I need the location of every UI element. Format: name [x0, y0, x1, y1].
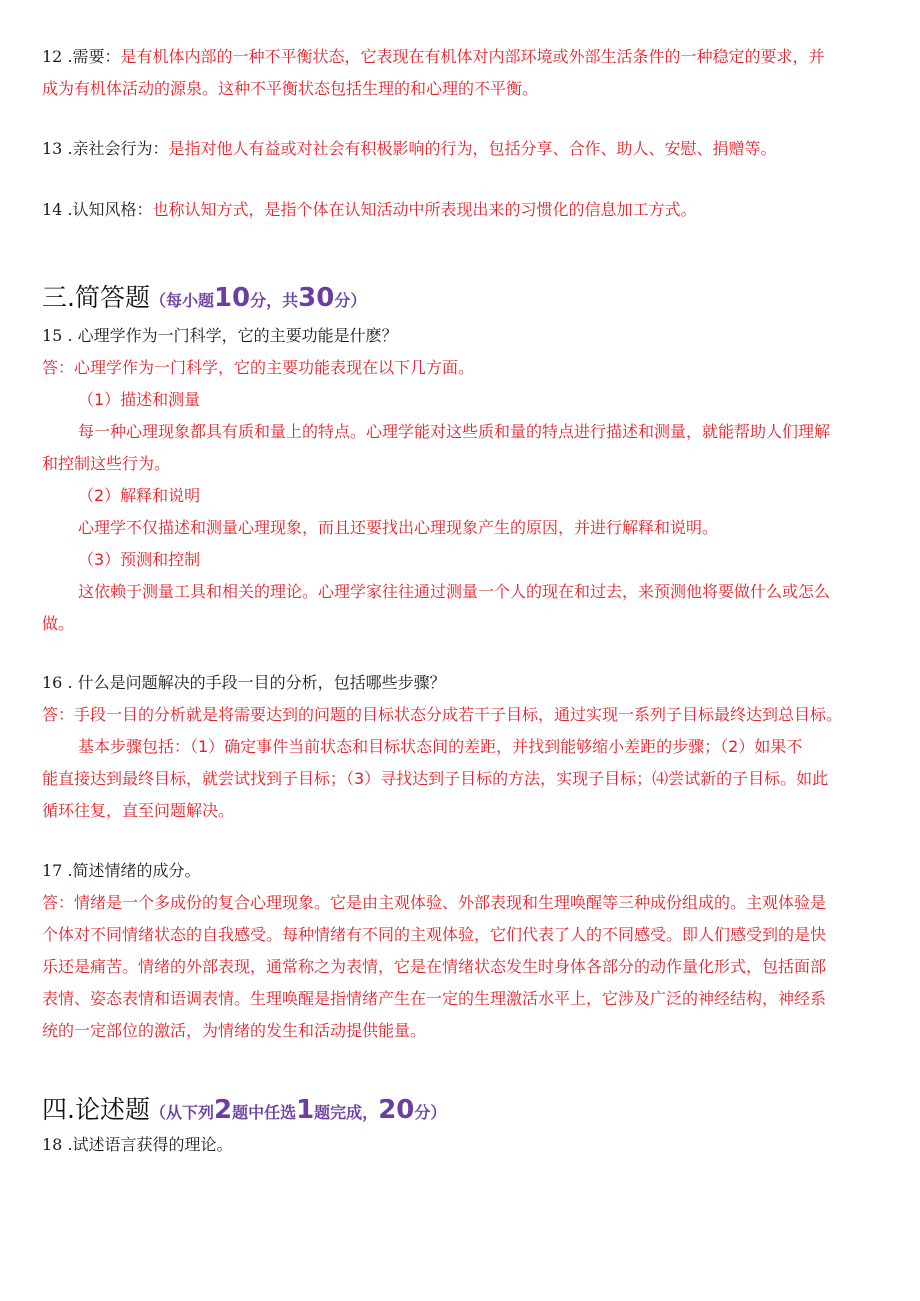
item-number: 17 — [42, 861, 63, 880]
item-number: 12 — [42, 47, 63, 66]
section-scoring-note: （从下列2题中任选1题完成，20分） — [149, 1095, 447, 1125]
definition-14 — [42, 194, 882, 226]
answer-text: 统的一定部位的激活，为情绪的发生和活动提供能量。 — [42, 1021, 427, 1040]
definition-text: 也称认知方式，是指个体在认知活动中所表现出来的习惯化的信息加工方式。 — [152, 200, 697, 219]
answer-paragraph: 这依赖于测量工具和相关的理论。心理学家往往通过测量一个人的现在和过去，来预测他将要做什么或怎么 — [78, 582, 831, 601]
answer-text: 表情、姿态表情和语调表情。生理唤醒是指情绪产生在一定的生理激活水平上，它涉及广泛的神经结构，神经系 — [42, 989, 827, 1008]
answer-text: 乐还是痛苦。情绪的外部表现，通常称之为表情，它是在情绪状态发生时身体各部分的动作量化形式，包括面部 — [42, 957, 827, 976]
item-number: 15 — [42, 326, 63, 345]
answer-paragraph: 能直接达到最终目标，就尝试找到子目标；（3）寻找达到子目标的方法，实现子目标；⑷尝试新的子目标。如此 — [42, 769, 829, 788]
item-number: 13 — [42, 139, 63, 158]
answer-paragraph: 心理学不仅描述和测量心理现象，而且还要找出心理现象产生的原因，并进行解释和说明。 — [78, 518, 719, 537]
answer-subheading: （3）预测和控制 — [78, 550, 201, 569]
item-number: 16 — [42, 673, 63, 692]
definition-text: 是指对他人有益或对社会有积极影响的行为，包括分享、合作、助人、安慰、捐赠等。 — [168, 139, 777, 158]
answer-subheading: （2）解释和说明 — [78, 486, 201, 505]
question-text: .试述语言获得的理论。 — [62, 1135, 233, 1154]
section-scoring-note: （每小题10分，共30分） — [149, 283, 367, 313]
answer-paragraph: 和控制这些行为。 — [42, 454, 171, 473]
item-number: 18 — [42, 1135, 63, 1154]
question-text: . 什么是问题解决的手段一目的分析，包括哪些步骤？ — [62, 673, 446, 692]
answer-text: 个体对不同情绪状态的自我感受。每种情绪有不同的主观体验，它们代表了人的不同感受。即人们感受到的是快 — [42, 925, 827, 944]
answer-text: 答：手段一目的分析就是将需要达到的问题的目标状态分成若干子目标，通过实现一系列子目标最终达到总目标。 — [42, 705, 843, 724]
answer-paragraph: 基本步骤包括：（1）确定事件当前状态和目标状态间的差距，并找到能够缩小差距的步骤；（2）如果不 — [78, 737, 803, 756]
answer-text: 答：情绪是一个多成份的复合心理现象。它是由主观体验、外部表现和生理唤醒等三种成份组成的。主观体验是 — [42, 893, 827, 912]
answer-text: 答：心理学作为一门科学，它的主要功能表现在以下几方面。 — [42, 358, 475, 377]
question-16 — [42, 667, 882, 827]
term: .认知风格： — [62, 200, 153, 219]
question-text: . 心理学作为一门科学，它的主要功能是什麽？ — [62, 326, 398, 345]
answer-subheading: （1）描述和测量 — [78, 390, 201, 409]
term: .需要： — [62, 47, 121, 66]
answer-paragraph: 做。 — [42, 614, 75, 633]
question-18 — [42, 1129, 882, 1161]
section-title: 四.论述题 — [42, 1095, 150, 1124]
section-heading-essay — [42, 1090, 446, 1126]
item-number: 14 — [42, 200, 63, 219]
question-17 — [42, 855, 882, 1047]
answer-paragraph: 循环往复，直至问题解决。 — [42, 801, 235, 820]
question-text: .简述情绪的成分。 — [62, 861, 201, 880]
answer-paragraph: 每一种心理现象都具有质和量上的特点。心理学能对这些质和量的特点进行描述和测量，就能帮助人们理解 — [78, 422, 831, 441]
definition-13 — [42, 133, 882, 165]
section-heading-short-answer — [42, 278, 366, 314]
section-title: 三.简答题 — [42, 283, 150, 312]
definition-12 — [42, 41, 882, 105]
term: .亲社会行为： — [62, 139, 169, 158]
question-15 — [42, 320, 882, 640]
definition-text: 成为有机体活动的源泉。这种不平衡状态包括生理的和心理的不平衡。 — [42, 79, 539, 98]
definition-text: 是有机体内部的一种不平衡状态，它表现在有机体对内部环境或外部生活条件的一种稳定的要求，并 — [120, 47, 825, 66]
